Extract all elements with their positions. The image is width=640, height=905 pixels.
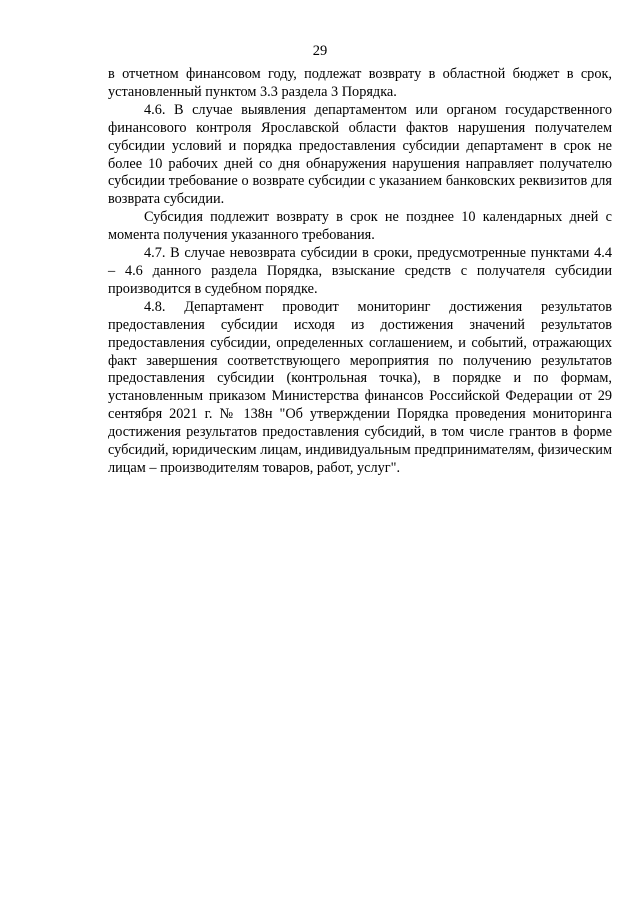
paragraph-refund-deadline: Субсидия подлежит возврату в срок не позднее 10 календарных дней с момента получения указанного требования. [108, 209, 612, 244]
paragraph-4-6: 4.6. В случае выявления департаментом или органом государственного финансового контроля Ярославской области фактов нарушения получателем субсидии условий и порядка предоставления субсидии департамент в срок не более 10 рабочих дней со дня обнаружения нарушения направляет получателю субсидии требование о возврате субсидии с указанием банковских реквизитов для возврата субсидии. [108, 101, 612, 208]
paragraph-continuation: в отчетном финансовом году, подлежат возврату в областной бюджет в срок, установленный пунктом 3.3 раздела 3 Порядка. [108, 66, 612, 100]
page-number: 29 [312, 43, 328, 59]
paragraph-4-8: 4.8. Департамент проводит мониторинг достижения результатов предоставления субсидии исходя из достижения значений результатов предоставления субсидии, определенных соглашением, и событий, отражающих факт завершения соответствующего мероприятия по получению результатов предоставления субсидии (контрольная точка), в порядке и по формам, установленным приказом Министерства финансов Российской Федерации от 29 сентября 2021 г. № 138н "Об утверждении Порядка проведения мониторинга достижения результатов предоставления субсидий, в том числе грантов в форме субсидий, юридическим лицам, индивидуальным предпринимателям, физическим лицам – производителям товаров, работ, услуг". [108, 298, 612, 476]
document-body [108, 66, 612, 478]
paragraph-4-7: 4.7. В случае невозврата субсидии в сроки, предусмотренные пунктами 4.4 – 4.6 данного раздела Порядка, взыскание средств с получателя субсидии производится в судебном порядке. [108, 245, 612, 297]
